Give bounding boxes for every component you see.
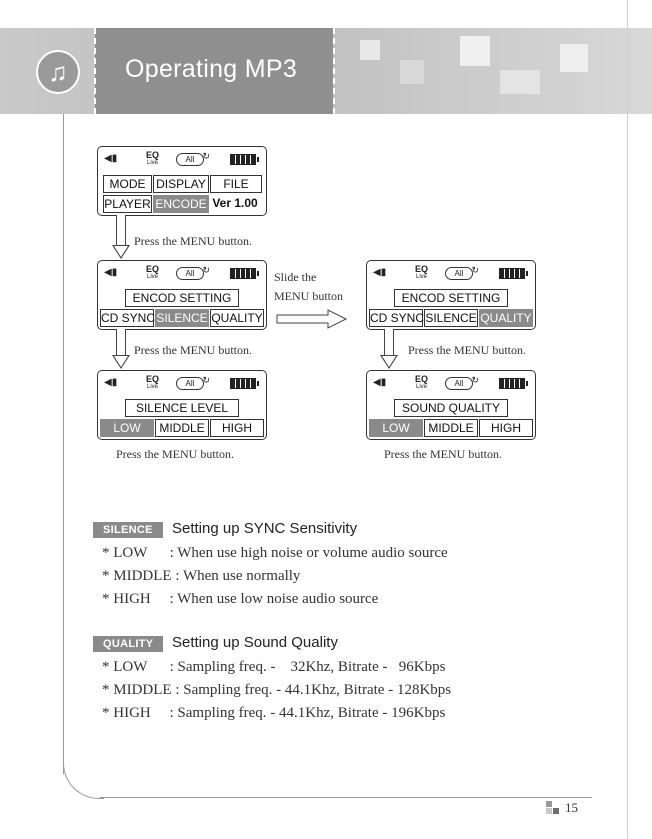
lcd-screen-main-menu: [97, 146, 267, 216]
eq-live-icon: EQ Live: [415, 264, 429, 280]
battery-icon: [499, 378, 525, 389]
repeat-all-icon: All ↻: [176, 267, 204, 280]
lcd-screen-silence-level: [97, 370, 267, 440]
down-arrow-head: [380, 355, 398, 369]
repeat-all-icon: All ↻: [176, 377, 204, 390]
page-title: Operating MP3: [125, 55, 298, 83]
version-label: Ver 1.00: [210, 195, 260, 211]
option-high: HIGH: [210, 419, 264, 437]
decor-pixel: [400, 60, 424, 84]
music-note-icon: ♫: [36, 50, 80, 94]
menu-encode-selected: ENCODE: [153, 195, 209, 213]
instruction-note: Press the MENU button.: [408, 343, 526, 357]
repeat-all-icon: All ↻: [176, 153, 204, 166]
page-number: 15: [565, 800, 578, 815]
battery-icon: [230, 154, 256, 165]
screen-title: SILENCE LEVEL: [125, 399, 239, 417]
page-number-decor: [546, 801, 552, 807]
down-arrow: [116, 329, 126, 355]
down-arrow-head: [112, 355, 130, 369]
screen-title: ENCOD SETTING: [394, 289, 508, 307]
section-title: Setting up SYNC Sensitivity: [172, 520, 358, 537]
battery-icon: [499, 268, 525, 279]
volume-icon: ◀▮: [373, 377, 387, 388]
setting-row: * HIGH : Sampling freq. - 44.1Khz, Bitrate - 196Kbps: [102, 705, 446, 721]
setting-row: * LOW : Sampling freq. - 32Khz, Bitrate - 96Kbps: [102, 659, 446, 675]
instruction-note: Press the MENU button.: [134, 343, 252, 357]
menu-display: DISPLAY: [153, 175, 209, 193]
eq-live-icon: EQ Live: [415, 374, 429, 390]
lcd-screen-sound-quality: [366, 370, 536, 440]
option-cd-sync: CD SYNC: [370, 311, 425, 325]
repeat-all-icon: All ↻: [445, 377, 473, 390]
option-silence-selected: SILENCE: [156, 311, 208, 325]
slide-note-line1: Slide the: [274, 270, 317, 284]
header-divider: [94, 28, 96, 114]
lcd-screen-encod-setting: [97, 260, 267, 330]
page-number-decor: [546, 808, 552, 814]
silence-tag: SILENCE: [93, 522, 163, 538]
option-middle: MIDDLE: [424, 419, 478, 437]
instruction-note: Press the MENU button.: [116, 447, 234, 461]
decor-pixel: [460, 36, 490, 66]
repeat-all-icon: All ↻: [445, 267, 473, 280]
volume-icon: ◀▮: [104, 377, 118, 388]
option-quality-selected: QUALITY: [480, 311, 532, 325]
setting-row: * LOW : When use high noise or volume audio source: [102, 545, 448, 561]
option-middle: MIDDLE: [155, 419, 209, 437]
decor-pixel: [500, 70, 540, 94]
lcd-screen-encod-setting-quality: [366, 260, 536, 330]
option-cd-sync: CD SYNC: [101, 311, 156, 325]
setting-row: * MIDDLE : Sampling freq. - 44.1Khz, Bitrate - 128Kbps: [102, 682, 452, 698]
option-high: HIGH: [479, 419, 533, 437]
eq-live-icon: EQ Live: [146, 374, 160, 390]
menu-file: FILE: [210, 175, 262, 193]
option-silence: SILENCE: [425, 311, 477, 325]
volume-icon: ◀▮: [104, 153, 118, 164]
page-frame-corner: [63, 760, 104, 799]
option-quality: QUALITY: [211, 311, 263, 325]
setting-row: * HIGH : When use low noise audio source: [102, 591, 379, 607]
decor-pixel: [360, 40, 380, 60]
section-title: Setting up Sound Quality: [172, 634, 338, 651]
down-arrow-head: [112, 245, 130, 259]
battery-icon: [230, 268, 256, 279]
decor-pixel: [560, 44, 588, 72]
right-arrow-icon: [276, 308, 348, 330]
option-low-selected: LOW: [369, 419, 423, 437]
page-number-decor: [553, 808, 559, 814]
setting-row: * MIDDLE : When use normally: [102, 568, 301, 584]
eq-live-icon: EQ Live: [146, 264, 160, 280]
header-divider: [333, 28, 335, 114]
battery-icon: [230, 378, 256, 389]
volume-icon: ◀▮: [373, 267, 387, 278]
menu-mode: MODE: [103, 175, 152, 193]
slide-note-line2: MENU button: [274, 289, 343, 303]
eq-live-icon: EQ Live: [146, 150, 160, 166]
menu-player: PLAYER: [104, 197, 151, 211]
page-frame: [63, 114, 64, 774]
screen-title: SOUND QUALITY: [394, 399, 508, 417]
volume-icon: ◀▮: [104, 267, 118, 278]
quality-tag: QUALITY: [93, 636, 163, 652]
instruction-note: Press the MENU button.: [134, 234, 252, 248]
screen-title: ENCOD SETTING: [125, 289, 239, 307]
down-arrow: [116, 215, 126, 245]
down-arrow: [384, 329, 394, 355]
instruction-note: Press the MENU button.: [384, 447, 502, 461]
page-frame: [100, 797, 592, 798]
page-edge: [627, 0, 628, 839]
option-low-selected: LOW: [100, 419, 154, 437]
